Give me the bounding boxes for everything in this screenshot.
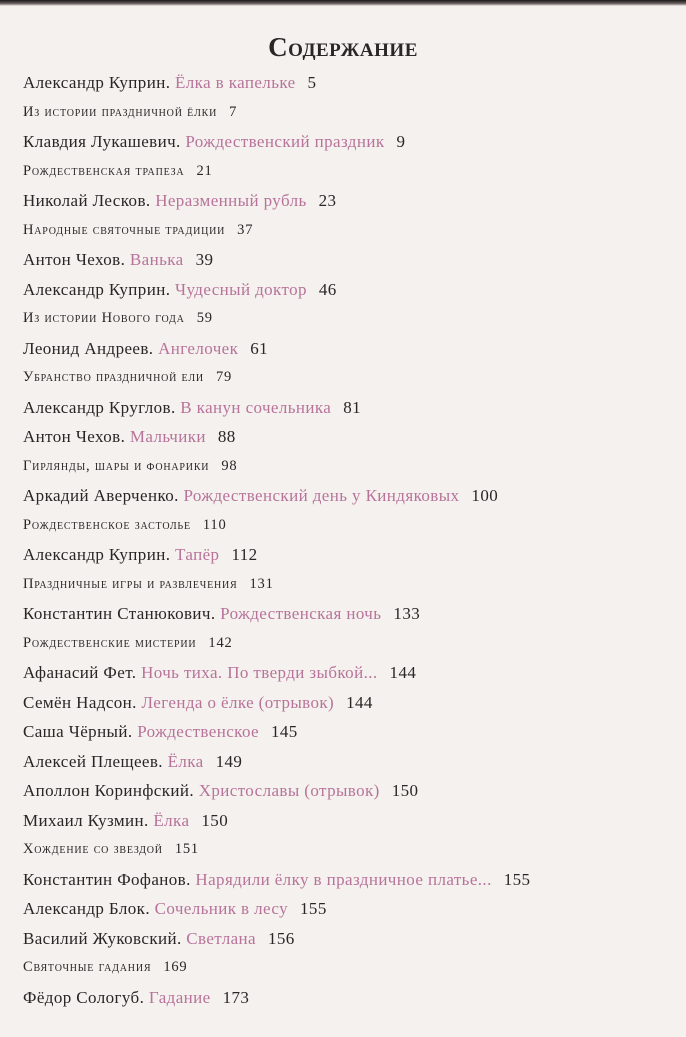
- toc-section-entry: [23, 835, 663, 865]
- toc-section-entry: [23, 511, 663, 541]
- toc-entry: [23, 275, 663, 305]
- section-title: Хождение со звездой: [23, 841, 163, 857]
- page-number: 150: [201, 810, 229, 830]
- toc-section-entry: [23, 304, 663, 334]
- work-title: Ванька: [129, 250, 184, 269]
- page-number: 98: [221, 457, 238, 474]
- page-number: 151: [174, 841, 199, 857]
- toc-section-entry: [23, 98, 663, 128]
- page-number: 142: [208, 634, 233, 651]
- toc-entry: [23, 540, 663, 570]
- page-number: 155: [503, 869, 531, 889]
- author-name: Александр Круглов.: [23, 397, 176, 417]
- page-number: 81: [343, 397, 362, 417]
- work-title: В канун сочельника: [180, 397, 332, 417]
- toc-entry: [23, 658, 663, 688]
- toc-entry: [23, 393, 663, 423]
- toc-entry: [23, 688, 663, 718]
- author-name: Константин Фофанов.: [23, 869, 191, 889]
- author-name: Аполлон Коринфский.: [23, 781, 195, 800]
- page-number: 59: [196, 310, 213, 326]
- work-title: Рождественское: [137, 722, 259, 741]
- work-title: Рождественский праздник: [185, 132, 385, 151]
- work-title: Гадание: [148, 987, 211, 1007]
- work-title: Легенда о ёлке (отрывок): [141, 692, 335, 712]
- toc-entry: [23, 481, 663, 511]
- toc-entry: [23, 924, 663, 954]
- page-number: 46: [318, 279, 337, 299]
- toc-section-entry: [23, 570, 663, 600]
- author-name: Алексей Плещеев.: [23, 751, 163, 771]
- toc-entry: [23, 334, 663, 364]
- toc-entry: [23, 894, 663, 924]
- page-number: 9: [396, 132, 406, 151]
- section-title: Гирлянды, шары и фонарики: [23, 457, 210, 474]
- page-number: 7: [229, 103, 238, 120]
- author-name: Семён Надсон.: [23, 692, 137, 712]
- page-number: 150: [391, 781, 419, 800]
- toc-entry: [23, 983, 663, 1013]
- author-name: Николай Лесков.: [23, 191, 151, 210]
- toc-entry: [23, 186, 663, 216]
- page-number: 133: [393, 604, 421, 623]
- author-name: Саша Чёрный.: [23, 722, 133, 741]
- work-title: Неразменный рубль: [155, 191, 307, 210]
- page-number: 145: [271, 722, 298, 741]
- page-number: 100: [471, 486, 499, 505]
- section-title: Народные святочные традиции: [23, 221, 226, 238]
- page-number: 37: [237, 221, 254, 238]
- toc-entry: [23, 599, 663, 629]
- page-number: 21: [196, 162, 213, 179]
- author-name: Александр Куприн.: [23, 279, 171, 299]
- author-name: Фёдор Сологуб.: [23, 987, 145, 1007]
- toc-section-entry: [23, 216, 663, 246]
- section-title: Святочные гадания: [23, 959, 152, 975]
- page-top-edge: [0, 0, 686, 6]
- page-number: 5: [307, 73, 317, 92]
- author-name: Александр Блок.: [23, 899, 150, 918]
- toc-section-entry: [23, 157, 663, 187]
- author-name: Антон Чехов.: [23, 427, 126, 446]
- page-number: 169: [163, 959, 188, 975]
- page-number: 39: [195, 250, 214, 269]
- toc-entry: [23, 717, 663, 747]
- section-title: Рождественское застолье: [23, 516, 191, 533]
- author-name: Александр Куприн.: [23, 545, 171, 564]
- page-number: 149: [215, 751, 243, 771]
- work-title: Ёлка: [153, 810, 190, 830]
- work-title: Ангелочек: [158, 338, 239, 358]
- work-title: Ёлка: [167, 751, 204, 771]
- work-title: Христославы (отрывок): [198, 781, 380, 800]
- work-title: Сочельник в лесу: [154, 899, 289, 918]
- toc-entry: [23, 806, 663, 836]
- author-name: Михаил Кузмин.: [23, 810, 149, 830]
- page-number: 88: [217, 427, 236, 446]
- author-name: Аркадий Аверченко.: [23, 486, 179, 505]
- work-title: Светлана: [186, 928, 256, 948]
- author-name: Василий Жуковский.: [23, 928, 182, 948]
- author-name: Афанасий Фет.: [23, 663, 137, 682]
- work-title: Мальчики: [129, 427, 206, 446]
- page-number: 112: [231, 545, 258, 564]
- author-name: Константин Станюкович.: [23, 604, 216, 623]
- section-title: Рождественская трапеза: [23, 162, 185, 179]
- work-title: Нарядили ёлку в праздничное платье...: [195, 869, 492, 889]
- page-number: 23: [318, 191, 337, 210]
- page-number: 131: [249, 575, 274, 592]
- toc-entry: [23, 245, 663, 275]
- toc-entry: [23, 127, 663, 157]
- author-name: Леонид Андреев.: [23, 338, 154, 358]
- work-title: Ёлка в капельке: [175, 73, 296, 92]
- page-number: 144: [346, 692, 373, 712]
- work-title: Рождественский день у Киндяковых: [183, 486, 460, 505]
- toc-section-entry: [23, 629, 663, 659]
- page-number: 155: [300, 899, 327, 918]
- author-name: Александр Куприн.: [23, 73, 171, 92]
- page-title: Содержание: [268, 32, 418, 63]
- work-title: Тапёр: [175, 545, 220, 564]
- toc-entry: [23, 747, 663, 777]
- page-number: 61: [250, 338, 269, 358]
- section-title: Убранство праздничной ели: [23, 369, 204, 385]
- author-name: Антон Чехов.: [23, 250, 126, 269]
- toc-section-entry: [23, 953, 663, 983]
- section-title: Рождественские мистерии: [23, 634, 197, 651]
- toc-entry: [23, 865, 663, 895]
- work-title: Чудесный доктор: [175, 279, 307, 299]
- work-title: Ночь тиха. По тверди зыбкой...: [141, 663, 378, 682]
- page-number: 173: [222, 987, 250, 1007]
- table-of-contents: [23, 68, 663, 1012]
- page-number: 144: [389, 663, 417, 682]
- toc-entry: [23, 422, 663, 452]
- section-title: Из истории Нового года: [23, 310, 185, 326]
- section-title: Праздничные игры и развлечения: [23, 575, 238, 592]
- page-number: 79: [215, 369, 233, 385]
- author-name: Клавдия Лукашевич.: [23, 132, 181, 151]
- toc-entry: [23, 776, 663, 806]
- section-title: Из истории праздничной ёлки: [23, 103, 218, 120]
- toc-section-entry: [23, 363, 663, 393]
- toc-entry: [23, 68, 663, 98]
- work-title: Рождественская ночь: [220, 604, 382, 623]
- page-number: 156: [268, 928, 295, 948]
- toc-section-entry: [23, 452, 663, 482]
- page-number: 110: [202, 516, 227, 533]
